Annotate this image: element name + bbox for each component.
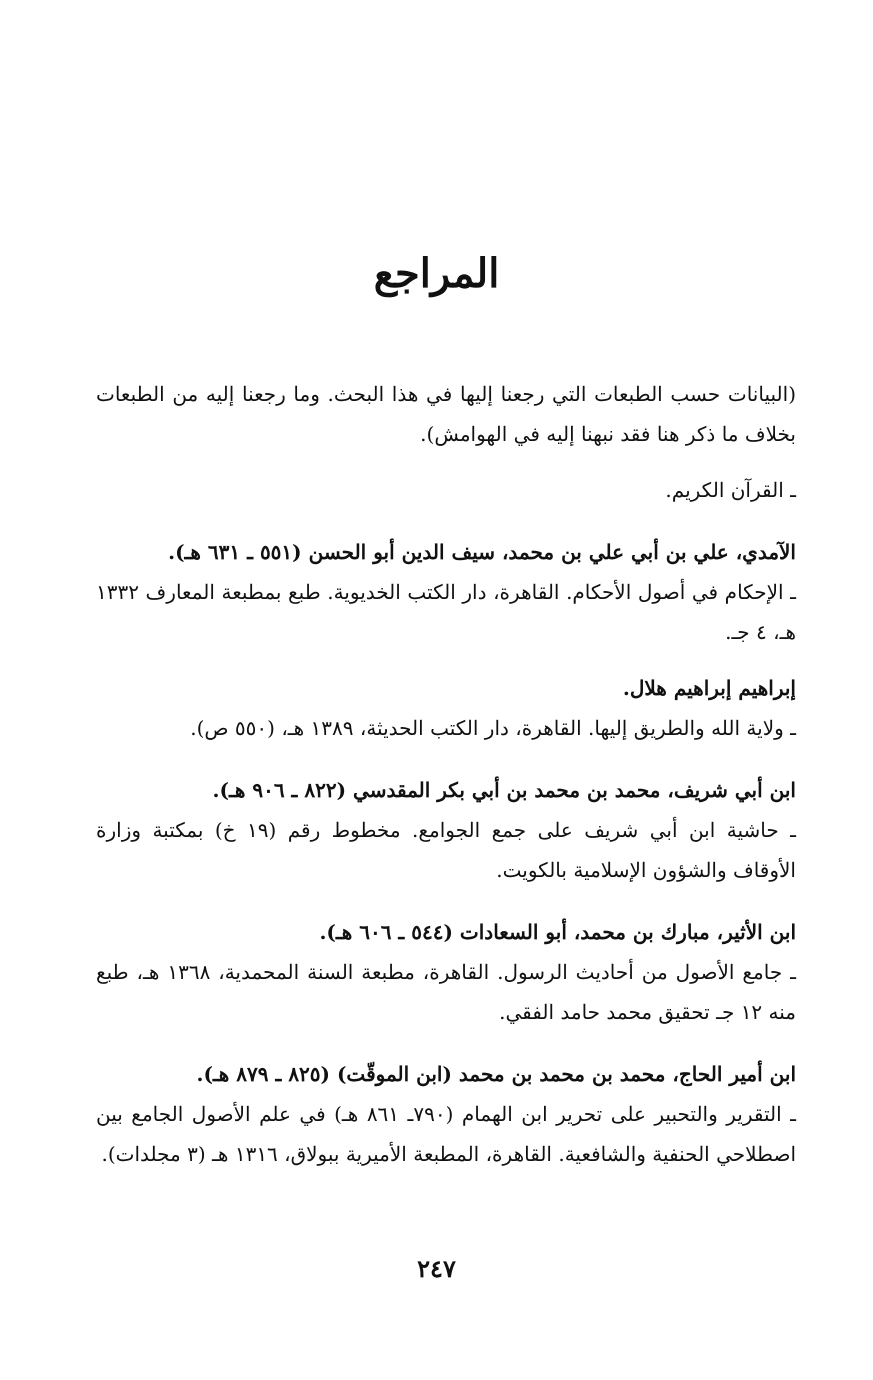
intro-note: (البيانات حسب الطبعات التي رجعنا إليها في هذا البحث. وما رجعنا إليه من الطبعات بخلاف ما ذكر هنا فقد نبهنا إليه في الهوامش). [96, 382, 796, 446]
reference-entry: ـ الإحكام في أصول الأحكام. القاهرة، دار الكتب الخديوية. طبع بمطبعة المعارف ١٣٣٢ هـ، ٤ جـ. [96, 580, 796, 644]
reference-entry: ـ حاشية ابن أبي شريف على جمع الجوامع. مخطوط رقم (١٩ خ) بمكتبة وزارة الأوقاف والشؤون الإسلامية بالكويت. [96, 818, 796, 882]
reference-author: الآمدي، علي بن أبي علي بن محمد، سيف الدين أبو الحسن (٥٥١ ـ ٦٣١ هـ). [168, 540, 796, 564]
reference-entry: ـ جامع الأصول من أحاديث الرسول. القاهرة، مطبعة السنة المحمدية، ١٣٦٨ هـ، طبع منه ١٢ جـ تحقيق محمد حامد الفقي. [96, 960, 796, 1024]
reference-author: ابن أبي شريف، محمد بن محمد بن أبي بكر المقدسي (٨٢٢ ـ ٩٠٦ هـ). [212, 778, 796, 802]
reference-entry: ـ القرآن الكريم. [665, 478, 796, 502]
reference-author: ابن الأثير، مبارك بن محمد، أبو السعادات (٥٤٤ ـ ٦٠٦ هـ). [319, 920, 796, 944]
page-number: ٢٤٧ [417, 1254, 456, 1283]
reference-author: إبراهيم إبراهيم هلال. [622, 676, 796, 700]
reference-author: ابن أمير الحاج، محمد بن محمد بن محمد (ابن الموقّت) (٨٢٥ ـ ٨٧٩ هـ). [196, 1062, 796, 1086]
reference-entry: ـ ولاية الله والطريق إليها. القاهرة، دار الكتب الحديثة، ١٣٨٩ هـ، (٥٥٠ ص). [190, 716, 796, 740]
reference-entry: ـ التقرير والتحبير على تحرير ابن الهمام (٧٩٠ـ ٨٦١ هـ) في علم الأصول الجامع بين اصطلاحي الحنفية والشافعية. القاهرة، المطبعة الأميرية ببولاق، ١٣١٦ هـ (٣ مجلدات). [96, 1102, 797, 1166]
page-title: المراجع [373, 250, 500, 297]
references-content [96, 374, 796, 1174]
